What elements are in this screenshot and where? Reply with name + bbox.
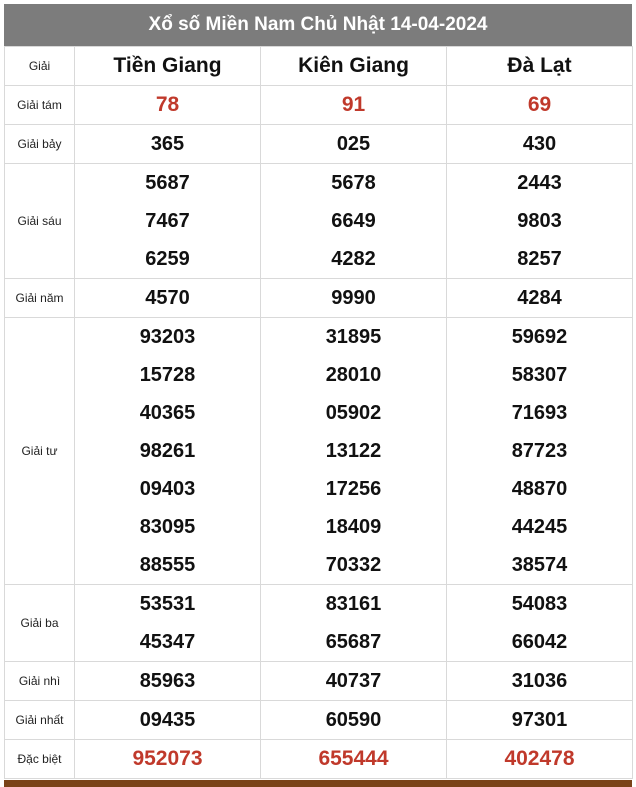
prize-number: 18409 bbox=[325, 516, 382, 538]
prize-number: 9990 bbox=[331, 287, 376, 309]
prize-number: 58307 bbox=[511, 364, 568, 386]
prize-number: 40365 bbox=[139, 402, 196, 424]
prize-number: 6259 bbox=[145, 248, 190, 270]
prize-number: 28010 bbox=[325, 364, 382, 386]
prize-cell bbox=[447, 164, 633, 279]
prize-number: 71693 bbox=[511, 402, 568, 424]
results-table bbox=[4, 46, 633, 779]
prize-cell bbox=[261, 86, 447, 125]
province-tien-giang[interactable]: Tiền Giang bbox=[75, 47, 261, 86]
prize-cell bbox=[75, 279, 261, 318]
prize-number: 54083 bbox=[511, 593, 568, 615]
prize-number: 83161 bbox=[325, 593, 382, 615]
prize-cell bbox=[447, 701, 633, 740]
table-header-row bbox=[5, 47, 633, 86]
prize-number: 15728 bbox=[139, 364, 196, 386]
prize-cell bbox=[75, 164, 261, 279]
prize-label: Giải tư bbox=[5, 318, 75, 585]
prize-row bbox=[5, 86, 633, 125]
prize-number: 8257 bbox=[517, 248, 562, 270]
prize-cell bbox=[447, 662, 633, 701]
prize-cell bbox=[261, 701, 447, 740]
prize-cell bbox=[447, 318, 633, 585]
prize-number: 88555 bbox=[139, 554, 196, 576]
prize-cell bbox=[261, 585, 447, 662]
prize-number: 402478 bbox=[504, 747, 575, 770]
province-da-lat[interactable]: Đà Lạt bbox=[447, 47, 633, 86]
prize-cell bbox=[261, 318, 447, 585]
prize-number: 7467 bbox=[145, 210, 190, 232]
prize-number: 78 bbox=[155, 93, 180, 116]
prize-number: 48870 bbox=[511, 478, 568, 500]
prize-cell bbox=[447, 125, 633, 164]
prize-number: 31036 bbox=[511, 670, 568, 692]
prize-number: 2443 bbox=[517, 172, 562, 194]
prize-number: 17256 bbox=[325, 478, 382, 500]
prize-number: 365 bbox=[150, 133, 185, 155]
prize-cell bbox=[447, 86, 633, 125]
prize-number: 87723 bbox=[511, 440, 568, 462]
prize-number: 40737 bbox=[325, 670, 382, 692]
prize-label: Giải bảy bbox=[5, 125, 75, 164]
prize-number: 53531 bbox=[139, 593, 196, 615]
prize-number: 45347 bbox=[139, 631, 196, 653]
prize-row bbox=[5, 701, 633, 740]
prize-number: 65687 bbox=[325, 631, 382, 653]
prize-cell bbox=[75, 740, 261, 779]
province-kien-giang[interactable]: Kiên Giang bbox=[261, 47, 447, 86]
prize-number: 31895 bbox=[325, 326, 382, 348]
prize-number: 44245 bbox=[511, 516, 568, 538]
prize-label: Giải sáu bbox=[5, 164, 75, 279]
prize-number: 59692 bbox=[511, 326, 568, 348]
prize-number: 60590 bbox=[325, 709, 382, 731]
prize-label: Giải năm bbox=[5, 279, 75, 318]
prize-cell bbox=[261, 164, 447, 279]
prize-label: Giải nhất bbox=[5, 701, 75, 740]
prize-number: 6649 bbox=[331, 210, 376, 232]
prize-label: Giải ba bbox=[5, 585, 75, 662]
prize-label: Giải tám bbox=[5, 86, 75, 125]
prize-cell bbox=[447, 585, 633, 662]
prize-cell bbox=[261, 662, 447, 701]
prize-cell bbox=[261, 279, 447, 318]
prize-number: 70332 bbox=[325, 554, 382, 576]
prize-number: 97301 bbox=[511, 709, 568, 731]
prize-cell bbox=[75, 318, 261, 585]
prize-row bbox=[5, 164, 633, 279]
header-prize-label: Giải bbox=[5, 47, 75, 86]
prize-number: 952073 bbox=[132, 747, 203, 770]
prize-number: 655444 bbox=[318, 747, 389, 770]
prize-number: 025 bbox=[336, 133, 371, 155]
prize-number: 5678 bbox=[331, 172, 376, 194]
prize-number: 4282 bbox=[331, 248, 376, 270]
prize-number: 09435 bbox=[139, 709, 196, 731]
prize-number: 66042 bbox=[511, 631, 568, 653]
prize-number: 13122 bbox=[325, 440, 382, 462]
prize-number: 69 bbox=[527, 93, 552, 116]
prize-number: 85963 bbox=[139, 670, 196, 692]
prize-number: 91 bbox=[341, 93, 366, 116]
prize-row bbox=[5, 279, 633, 318]
prize-cell bbox=[75, 585, 261, 662]
prize-cell bbox=[261, 740, 447, 779]
prize-number: 09403 bbox=[139, 478, 196, 500]
prize-number: 93203 bbox=[139, 326, 196, 348]
prize-number: 05902 bbox=[325, 402, 382, 424]
prize-row bbox=[5, 662, 633, 701]
prize-label: Giải nhì bbox=[5, 662, 75, 701]
prize-cell bbox=[75, 662, 261, 701]
prize-number: 98261 bbox=[139, 440, 196, 462]
prize-row bbox=[5, 318, 633, 585]
prize-cell bbox=[75, 125, 261, 164]
prize-number: 5687 bbox=[145, 172, 190, 194]
prize-label: Đặc biệt bbox=[5, 740, 75, 779]
prize-number: 430 bbox=[522, 133, 557, 155]
prize-number: 83095 bbox=[139, 516, 196, 538]
prize-number: 4284 bbox=[517, 287, 562, 309]
page-title: Xổ số Miền Nam Chủ Nhật 14-04-2024 bbox=[4, 4, 632, 46]
prize-number: 9803 bbox=[517, 210, 562, 232]
prize-cell bbox=[447, 740, 633, 779]
prize-row bbox=[5, 585, 633, 662]
prize-row bbox=[5, 740, 633, 779]
prize-cell bbox=[447, 279, 633, 318]
prize-number: 38574 bbox=[511, 554, 568, 576]
prize-row bbox=[5, 125, 633, 164]
prize-cell bbox=[75, 701, 261, 740]
prize-cell bbox=[261, 125, 447, 164]
prize-number: 4570 bbox=[145, 287, 190, 309]
prize-cell bbox=[75, 86, 261, 125]
bottom-bar bbox=[4, 780, 632, 787]
